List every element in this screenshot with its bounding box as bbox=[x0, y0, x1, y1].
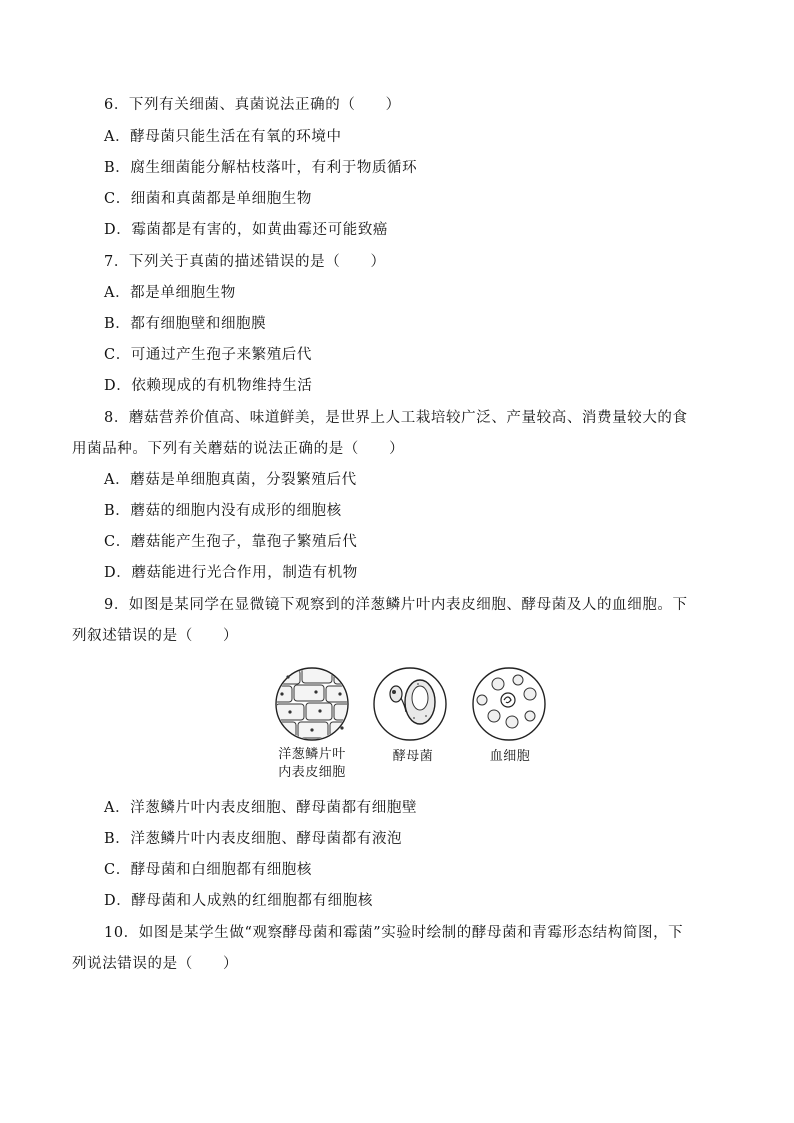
q9-option-d: D．酵母菌和人成熟的红细胞都有细胞核 bbox=[104, 893, 373, 909]
q6-stem: 6．下列有关细菌、真菌说法正确的（ ） bbox=[104, 97, 401, 113]
q7-option-d: D．依赖现成的有机物维持生活 bbox=[104, 378, 313, 394]
q10-stem-line2: 列说法错误的是（ ） bbox=[72, 956, 239, 972]
yeast-label: 酵母菌 bbox=[392, 749, 434, 764]
q7-option-a: A．都是单细胞生物 bbox=[104, 285, 236, 301]
q6-option-b: B．腐生细菌能分解枯枝落叶，有利于物质循环 bbox=[104, 160, 418, 176]
onion-label-line2: 内表皮细胞 bbox=[278, 765, 346, 780]
blood-cells-drawing bbox=[473, 668, 545, 740]
q8-stem-line2: 用菌品种。下列有关蘑菇的说法正确的是（ ） bbox=[72, 441, 405, 457]
blood-label: 血细胞 bbox=[489, 749, 531, 764]
onion-epidermis-drawing bbox=[272, 668, 356, 740]
q6-option-a: A．酵母菌只能生活在有氧的环境中 bbox=[104, 129, 342, 145]
q8-option-b: B．蘑菇的细胞内没有成形的细胞核 bbox=[104, 503, 342, 519]
q9-figure bbox=[268, 664, 558, 784]
q9-stem-line2: 列叙述错误的是（ ） bbox=[72, 628, 239, 644]
q8-option-c: C．蘑菇能产生孢子，靠孢子繁殖后代 bbox=[104, 534, 358, 550]
cell-illustrations bbox=[268, 664, 558, 744]
onion-label-line1: 洋葱鳞片叶 bbox=[278, 747, 346, 762]
q8-option-a: A．蘑菇是单细胞真菌，分裂繁殖后代 bbox=[104, 472, 357, 488]
q7-stem: 7．下列关于真菌的描述错误的是（ ） bbox=[104, 254, 386, 270]
q9-option-a: A．洋葱鳞片叶内表皮细胞、酵母菌都有细胞壁 bbox=[104, 800, 418, 816]
q7-option-c: C．可通过产生孢子来繁殖后代 bbox=[104, 347, 312, 363]
yeast-drawing bbox=[374, 668, 446, 740]
q8-stem-line1: 8．蘑菇营养价值高、味道鲜美，是世界上人工栽培较广泛、产量较高、消费量较大的食 bbox=[104, 410, 688, 426]
q7-option-b: B．都有细胞壁和细胞膜 bbox=[104, 316, 267, 332]
q6-option-c: C．细菌和真菌都是单细胞生物 bbox=[104, 191, 312, 207]
q9-option-c: C．酵母菌和白细胞都有细胞核 bbox=[104, 862, 312, 878]
q6-option-d: D．霉菌都是有害的，如黄曲霉还可能致癌 bbox=[104, 222, 389, 238]
q10-stem-line1: 10．如图是某学生做“观察酵母菌和霉菌”实验时绘制的酵母菌和青霉形态结构简图，下 bbox=[104, 925, 684, 941]
q8-option-d: D．蘑菇能进行光合作用，制造有机物 bbox=[104, 565, 358, 581]
q9-stem-line1: 9．如图是某同学在显微镜下观察到的洋葱鳞片叶内表皮细胞、酵母菌及人的血细胞。下 bbox=[104, 597, 688, 613]
q9-option-b: B．洋葱鳞片叶内表皮细胞、酵母菌都有液泡 bbox=[104, 831, 403, 847]
